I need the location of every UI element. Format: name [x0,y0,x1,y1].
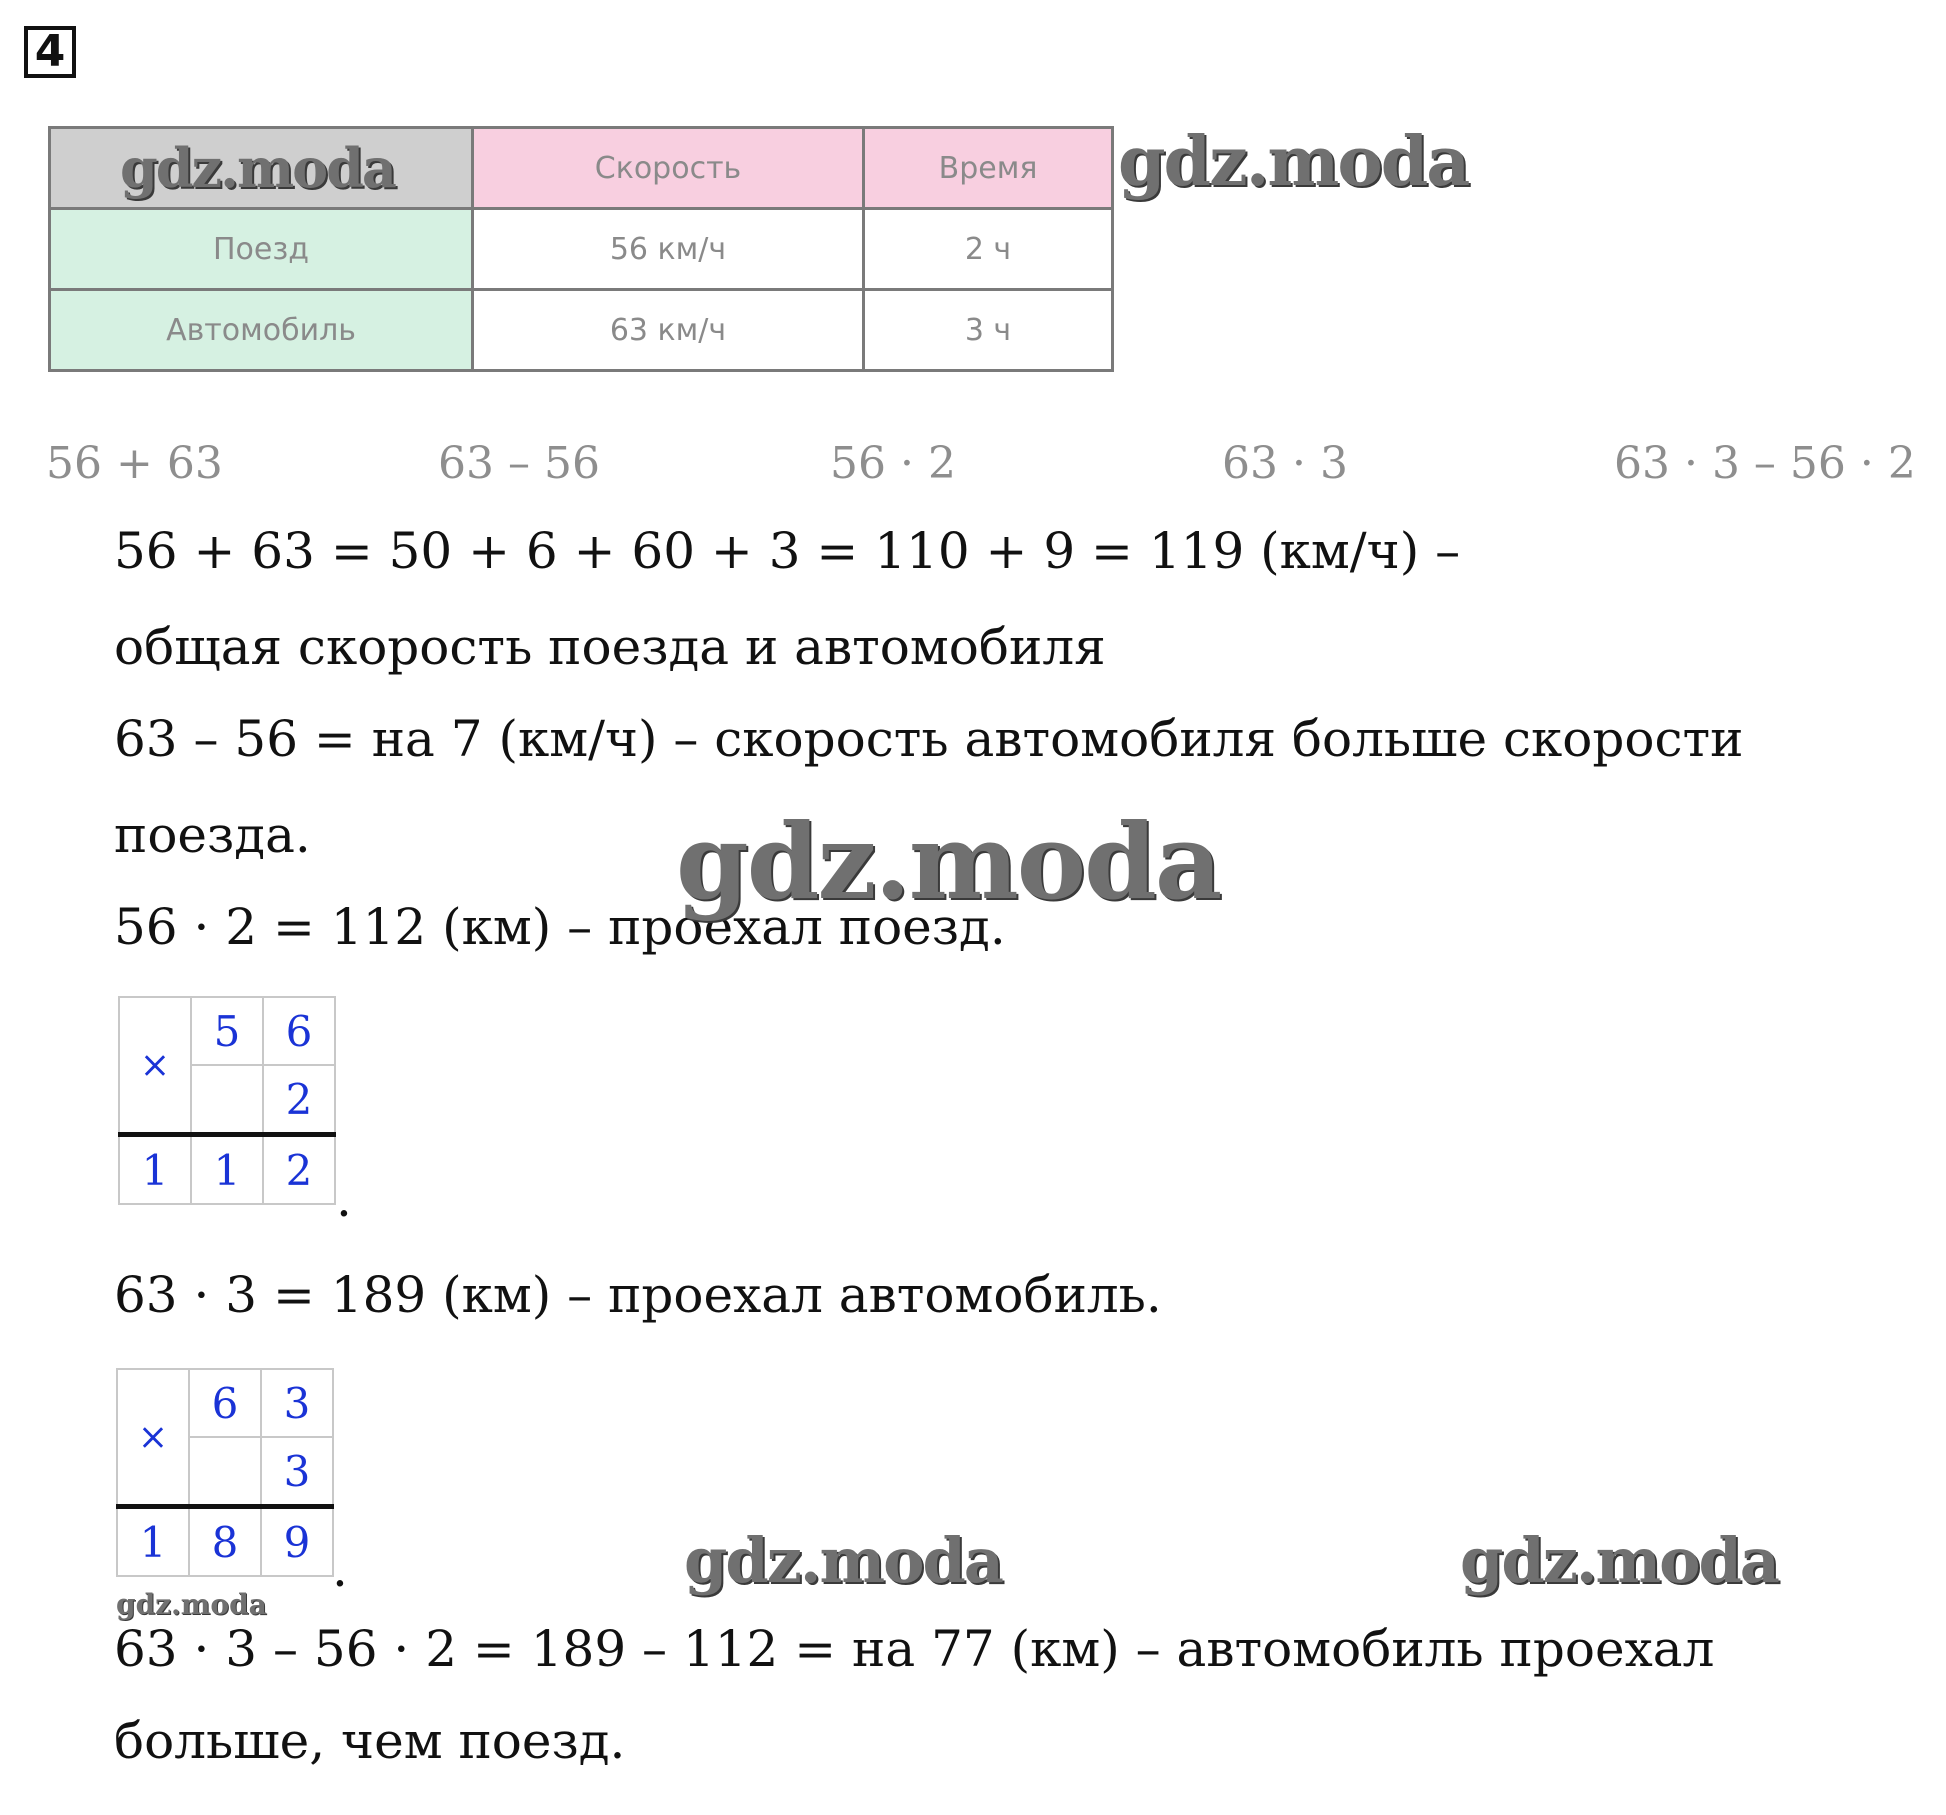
result-digit: 8 [189,1507,261,1577]
table-row [50,290,1113,371]
result-digit: 1 [191,1135,263,1205]
digit: 3 [261,1437,333,1507]
solution-line-8: больше, чем поезд. [114,1712,626,1770]
watermark: gdz.moda [120,136,395,200]
digit [189,1437,261,1507]
watermark: gdz.moda [116,1588,267,1621]
solution-line-5: 56 · 2 = 112 (км) – проехал поезд. [114,898,1006,956]
digit: 6 [189,1369,261,1437]
solution-line-7: 63 · 3 – 56 · 2 = 189 – 112 = на 77 (км) – автомобиль проехал [114,1620,1715,1678]
digit: 5 [191,997,263,1065]
solution-line-3: 63 – 56 = на 7 (км/ч) – скорость автомобиля больше скорости [114,710,1744,768]
result-digit: 1 [117,1507,189,1577]
header-time: Время [864,128,1113,209]
watermark: gdz.moda [1460,1524,1778,1597]
period-mark: . [336,1170,352,1228]
task-number: 4 [24,26,76,78]
multiply-sign: × [119,997,191,1135]
table-row [50,209,1113,290]
row-label-car: Автомобиль [50,290,473,371]
watermark: gdz.moda [684,1524,1002,1597]
option-expression: 63 · 3 – 56 · 2 [1614,438,1916,489]
result-digit: 1 [119,1135,191,1205]
result-digit: 9 [261,1507,333,1577]
column-multiplication-1 [118,996,336,1205]
car-time: 3 ч [864,290,1113,371]
period-mark: . [332,1540,348,1598]
solution-line-6: 63 · 3 = 189 (км) – проехал автомобиль. [114,1266,1162,1324]
solution-line-1: 56 + 63 = 50 + 6 + 60 + 3 = 110 + 9 = 119 (км/ч) – [114,522,1461,580]
row-label-train: Поезд [50,209,473,290]
train-time: 2 ч [864,209,1113,290]
option-expression: 63 · 3 [1222,438,1348,489]
header-speed: Скорость [473,128,864,209]
multiply-sign: × [117,1369,189,1507]
solution-line-4: поезда. [114,806,311,864]
digit: 6 [263,997,335,1065]
option-expression: 56 + 63 [46,438,223,489]
watermark: gdz.moda [1118,122,1469,202]
car-speed: 63 км/ч [473,290,864,371]
watermark: gdz.moda [676,800,1221,923]
digit: 3 [261,1369,333,1437]
digit [191,1065,263,1135]
result-digit: 2 [263,1135,335,1205]
digit: 2 [263,1065,335,1135]
solution-line-2: общая скорость поезда и автомобиля [114,618,1106,676]
train-speed: 56 км/ч [473,209,864,290]
option-expression: 56 · 2 [830,438,956,489]
column-multiplication-2 [116,1368,334,1577]
option-expression: 63 – 56 [438,438,600,489]
